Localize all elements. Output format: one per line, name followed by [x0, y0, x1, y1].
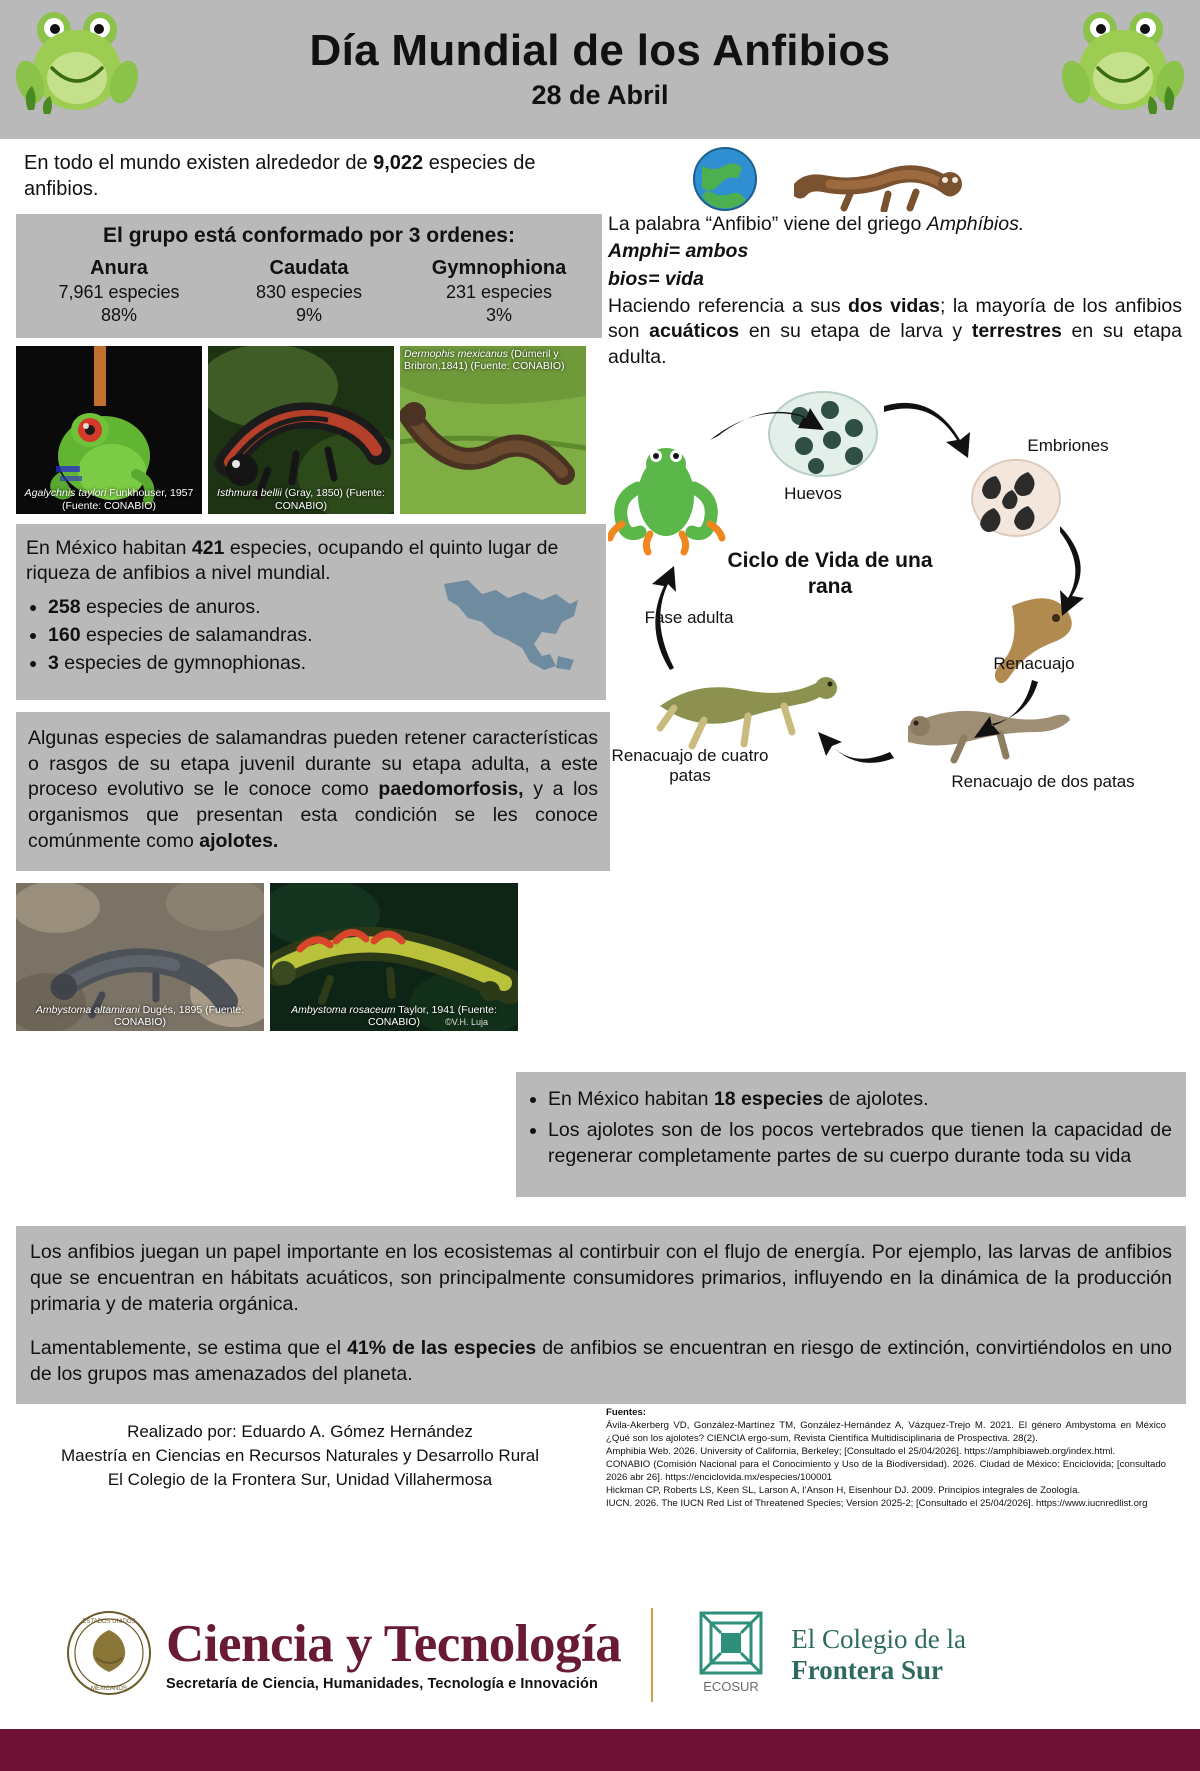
etym-part-a: La palabra “Anfibio” viene del griego: [608, 213, 927, 235]
ciencia-subtitle: Secretaría de Ciencia, Humanidades, Tecnología e Innovación: [166, 1676, 598, 1692]
paedo-term: paedomorfosis,: [378, 778, 524, 801]
photo-ambystoma-rosaceum: [270, 883, 518, 1031]
order-species: 830 especies: [255, 282, 363, 302]
intro-text-before: En todo el mundo existen alrededor de: [24, 152, 374, 174]
orders-title: El grupo está conformado por 3 ordenes:: [103, 224, 515, 247]
page-subtitle: 28 de Abril: [531, 80, 669, 111]
photo-credit: ©V.H. Luja: [445, 1016, 488, 1027]
fact-pre: Los ajolotes son de los pocos vertebrados que tienen la capacidad de regenerar completamente partes de su cuerpo durante toda su vida: [548, 1119, 1172, 1168]
order-percent: 3%: [485, 304, 512, 325]
order-photos: [16, 346, 586, 514]
frog-icon: [14, 6, 144, 129]
order-name: Anura: [90, 257, 148, 279]
cycle-label-huevos: Huevos: [784, 484, 842, 504]
credits-institution: El Colegio de la Frontera Sur, Unidad Villahermosa: [107, 1470, 493, 1490]
sources-heading: Fuentes:: [606, 1407, 646, 1418]
bullet-number: 160: [48, 623, 81, 646]
photo-dermophis-mexicanus: [400, 346, 586, 514]
logo-ciencia-tecnologia: [66, 1610, 621, 1701]
source-item: IUCN. 2026. The IUCN Red List of Threatened Species; Version 2025-2; [Consultado el 25/04/2026]. https://www.iucnredlist.org: [606, 1498, 1148, 1510]
fact-bold: 18 especies: [713, 1088, 824, 1110]
adult-frog-illustration: [610, 448, 722, 552]
ecology-paragraph-2: [30, 1336, 1172, 1388]
source-item: Ávila-Akerberg VD, González-Martínez TM, González-Hernández A, Vázquez-Trejo M. 2021. El género Ambystoma en México ¿Qué son los ajolotes? CIENCIA ergo-sum, Revista Científica Multidisciplinaria de Prospectiva. 28(2).: [606, 1420, 1166, 1445]
credits-author: Realizado por: Eduardo A. Gómez Hernández: [127, 1422, 473, 1441]
logo-divider: [651, 1608, 653, 1702]
paedomorphosis-panel: [16, 712, 610, 871]
eggs-illustration: [769, 392, 877, 476]
mexico-text-a: En México habitan: [26, 537, 192, 559]
source-item: Amphibia Web. 2026. University of California, Berkeley; [Consultado el 25/04/2026]. https://amphibiaweb.org/index.html.: [606, 1446, 1116, 1458]
mexico-text-c: especies, ocupando el quinto lugar de riqueza de anfibios a nivel mundial.: [26, 537, 559, 585]
etym-bios: bios= vida: [608, 267, 704, 290]
source-item: Hickman CP, Roberts LS, Keen SL, Larson A, I'Anson H, Eisenhour DJ. 2009. Principios integrales de Zoología.: [606, 1485, 1081, 1497]
ajolotes-bullet-list: [548, 1086, 1172, 1169]
ecosur-line-1: El Colegio de la: [791, 1623, 966, 1654]
ecosur-name: [791, 1624, 966, 1687]
footer-bar: [0, 1729, 1200, 1771]
etym-p4e: en su etapa de larva y: [739, 320, 972, 343]
species-attrib: (Gray, 1850) (Fuente: CONABIO): [275, 487, 385, 512]
etym-p4c: ; la mayoría de los anfibios son: [608, 295, 1182, 343]
species-name: Ambystoma altamirani: [35, 1003, 140, 1016]
ecosur-wordmark: ECOSUR: [703, 1678, 760, 1694]
etym-aquatic: acuáticos: [649, 320, 740, 343]
species-attrib: Funkhouser, 1957 (Fuente: CONABIO): [62, 487, 194, 512]
order-species: 7,961 especies: [58, 282, 180, 302]
ciencia-wordmark: [166, 1615, 622, 1692]
order-name: Caudata: [269, 257, 349, 279]
photo-isthmura-bellii: [208, 346, 394, 514]
species-name: Agalychnis taylori: [24, 487, 107, 500]
cycle-label-renacuajo-cuatro-patas: Renacuajo de cuatro patas: [611, 746, 769, 786]
eco-part-a: Lamentablemente, se estima que el: [30, 1336, 348, 1359]
order-caudata: [214, 256, 404, 326]
frog-icon: [1056, 6, 1186, 129]
cycle-label-renacuajo-dos-patas: Renacuajo de dos patas: [951, 772, 1135, 792]
globe-icon: [692, 146, 758, 217]
paedo-part1: Algunas especies de salamandras pueden retener características o rasgos de su etapa juvenil durante su etapa adulta, a este proceso evolutivo se le conoce como: [28, 727, 598, 801]
intro-paragraph: [16, 150, 596, 202]
orders-panel: [16, 214, 602, 338]
axolotl-photos: [16, 883, 596, 1031]
order-percent: 88%: [100, 304, 138, 325]
orders-row: [24, 256, 594, 326]
paedo-term2: ajolotes.: [199, 829, 279, 852]
tadpole-four-legs-illustration: [660, 677, 837, 746]
photo-caption: [16, 487, 202, 512]
fact-pre: En México habitan: [548, 1088, 714, 1110]
extinction-percent: 41% de las especies: [347, 1336, 537, 1359]
fact-post: de ajolotes.: [823, 1088, 929, 1110]
ecology-panel: [16, 1226, 1186, 1404]
mexico-panel: [16, 524, 606, 700]
total-species-count: 9,022: [373, 152, 424, 174]
cycle-title: Ciclo de Vida de una rana: [727, 549, 933, 599]
species-attrib: Dugés, 1895 (Fuente: CONABIO): [114, 1003, 245, 1029]
bullet-number: 258: [48, 595, 81, 618]
embryos-illustration: [972, 460, 1060, 536]
etymology-icons: [608, 150, 1186, 212]
ajolotes-facts-panel: [516, 1072, 1186, 1197]
poster-header: [0, 0, 1200, 139]
cycle-label-embriones: Embriones: [1027, 436, 1109, 456]
mexico-species-count: 421: [191, 537, 225, 559]
credits-program: Maestría en Ciencias en Recursos Naturales y Desarrollo Rural: [60, 1446, 540, 1466]
photo-caption: [16, 1004, 264, 1029]
left-column: [16, 150, 596, 1031]
order-species: 231 especies: [445, 282, 553, 302]
paedomorphosis-text: [28, 726, 598, 855]
order-gymnophiona: [404, 256, 594, 326]
etym-two-lives: dos vidas: [848, 295, 940, 318]
species-attrib: Taylor, 1941 (Fuente: CONABIO): [368, 1003, 497, 1029]
bullet-text: especies de salamandras.: [80, 623, 313, 646]
source-item: CONABIO (Comisión Nacional para el Conocimiento y Uso de la Biodiversidad). 2026. Ciudad de México: Enciclovida; [consultado 2026 abr 26]. https://enciclovida.mx/especies/100001: [606, 1459, 1166, 1484]
cycle-label-fase-adulta: Fase adulta: [644, 608, 734, 628]
bullet-number: 3: [48, 652, 59, 675]
list-item: [548, 1117, 1172, 1169]
paedo-part2: y a los organismos que presentan esta condición se les conoce comúnmente como: [28, 778, 598, 852]
mexico-map: [438, 570, 588, 683]
species-name: Ambystoma rosaceum: [291, 1003, 396, 1016]
order-percent: 9%: [295, 304, 322, 325]
footer-logos: [0, 1590, 1200, 1720]
logo-ecosur: [687, 1605, 966, 1706]
photo-caption: [208, 487, 394, 512]
species-name: Dermophis mexicanus: [404, 348, 508, 360]
ecology-paragraph-1: Los anfibios juegan un papel importante en los ecosistemas al contirbuir con el flujo de energía. Por ejemplo, las larvas de anfibios que se encuentran en hábitats acuáticos, son principalmente consumidores primarios, influyendo en la dinámica de la producción primaria y de materia orgánica.: [30, 1241, 1172, 1315]
etym-line4: [608, 294, 1182, 370]
right-column: [608, 150, 1186, 796]
life-cycle-diagram: [608, 376, 1186, 796]
photo-ambystoma-altamirani: [16, 883, 264, 1031]
mexican-coat-of-arms: [66, 1610, 152, 1701]
etym-greek-word: Amphíbios.: [926, 213, 1025, 235]
svg-text:ESTADOS UNIDOS: ESTADOS UNIDOS: [82, 1618, 136, 1625]
species-name: Isthmura bellii: [217, 487, 282, 500]
etymology-text: [608, 212, 1186, 370]
intro-text-after: especies de anfibios.: [24, 152, 536, 200]
page-title: Día Mundial de los Anfibios: [309, 25, 891, 75]
bullet-text: especies de anuros.: [80, 595, 261, 618]
salamander-icon: [794, 154, 962, 217]
cycle-label-renacuajo: Renacuajo: [993, 654, 1075, 674]
credits-block: [40, 1420, 560, 1492]
photo-agalychnis-taylori: [16, 346, 202, 514]
ecosur-line-2: Frontera Sur: [791, 1655, 943, 1685]
etym-amphi: Amphi= ambos: [608, 240, 749, 263]
photo-caption: [270, 1004, 518, 1029]
list-item: [548, 1086, 1172, 1112]
svg-text:MEXICANOS: MEXICANOS: [90, 1685, 128, 1692]
order-anura: [24, 256, 214, 326]
etym-terrestrial: terrestres: [971, 320, 1062, 343]
order-name: Gymnophiona: [431, 257, 567, 279]
ciencia-title: Ciencia y Tecnología: [166, 1615, 622, 1673]
photo-caption: [400, 348, 586, 373]
etym-p4a: Haciendo referencia a sus: [608, 295, 849, 318]
etym-p4g: en su etapa adulta.: [608, 320, 1183, 368]
sources-block: [606, 1406, 1166, 1510]
eco-part-c: de anfibios se encuentran en riesgo de extinción, convirtiéndolos en uno de los grupos mas amenazados del planeta.: [30, 1336, 1173, 1385]
ecosur-logo: [687, 1605, 775, 1706]
species-attrib: (Dúmeril y Bribron,1841) (Fuente: CONABIO): [404, 348, 565, 373]
bullet-text: especies de gymnophionas.: [58, 652, 307, 675]
